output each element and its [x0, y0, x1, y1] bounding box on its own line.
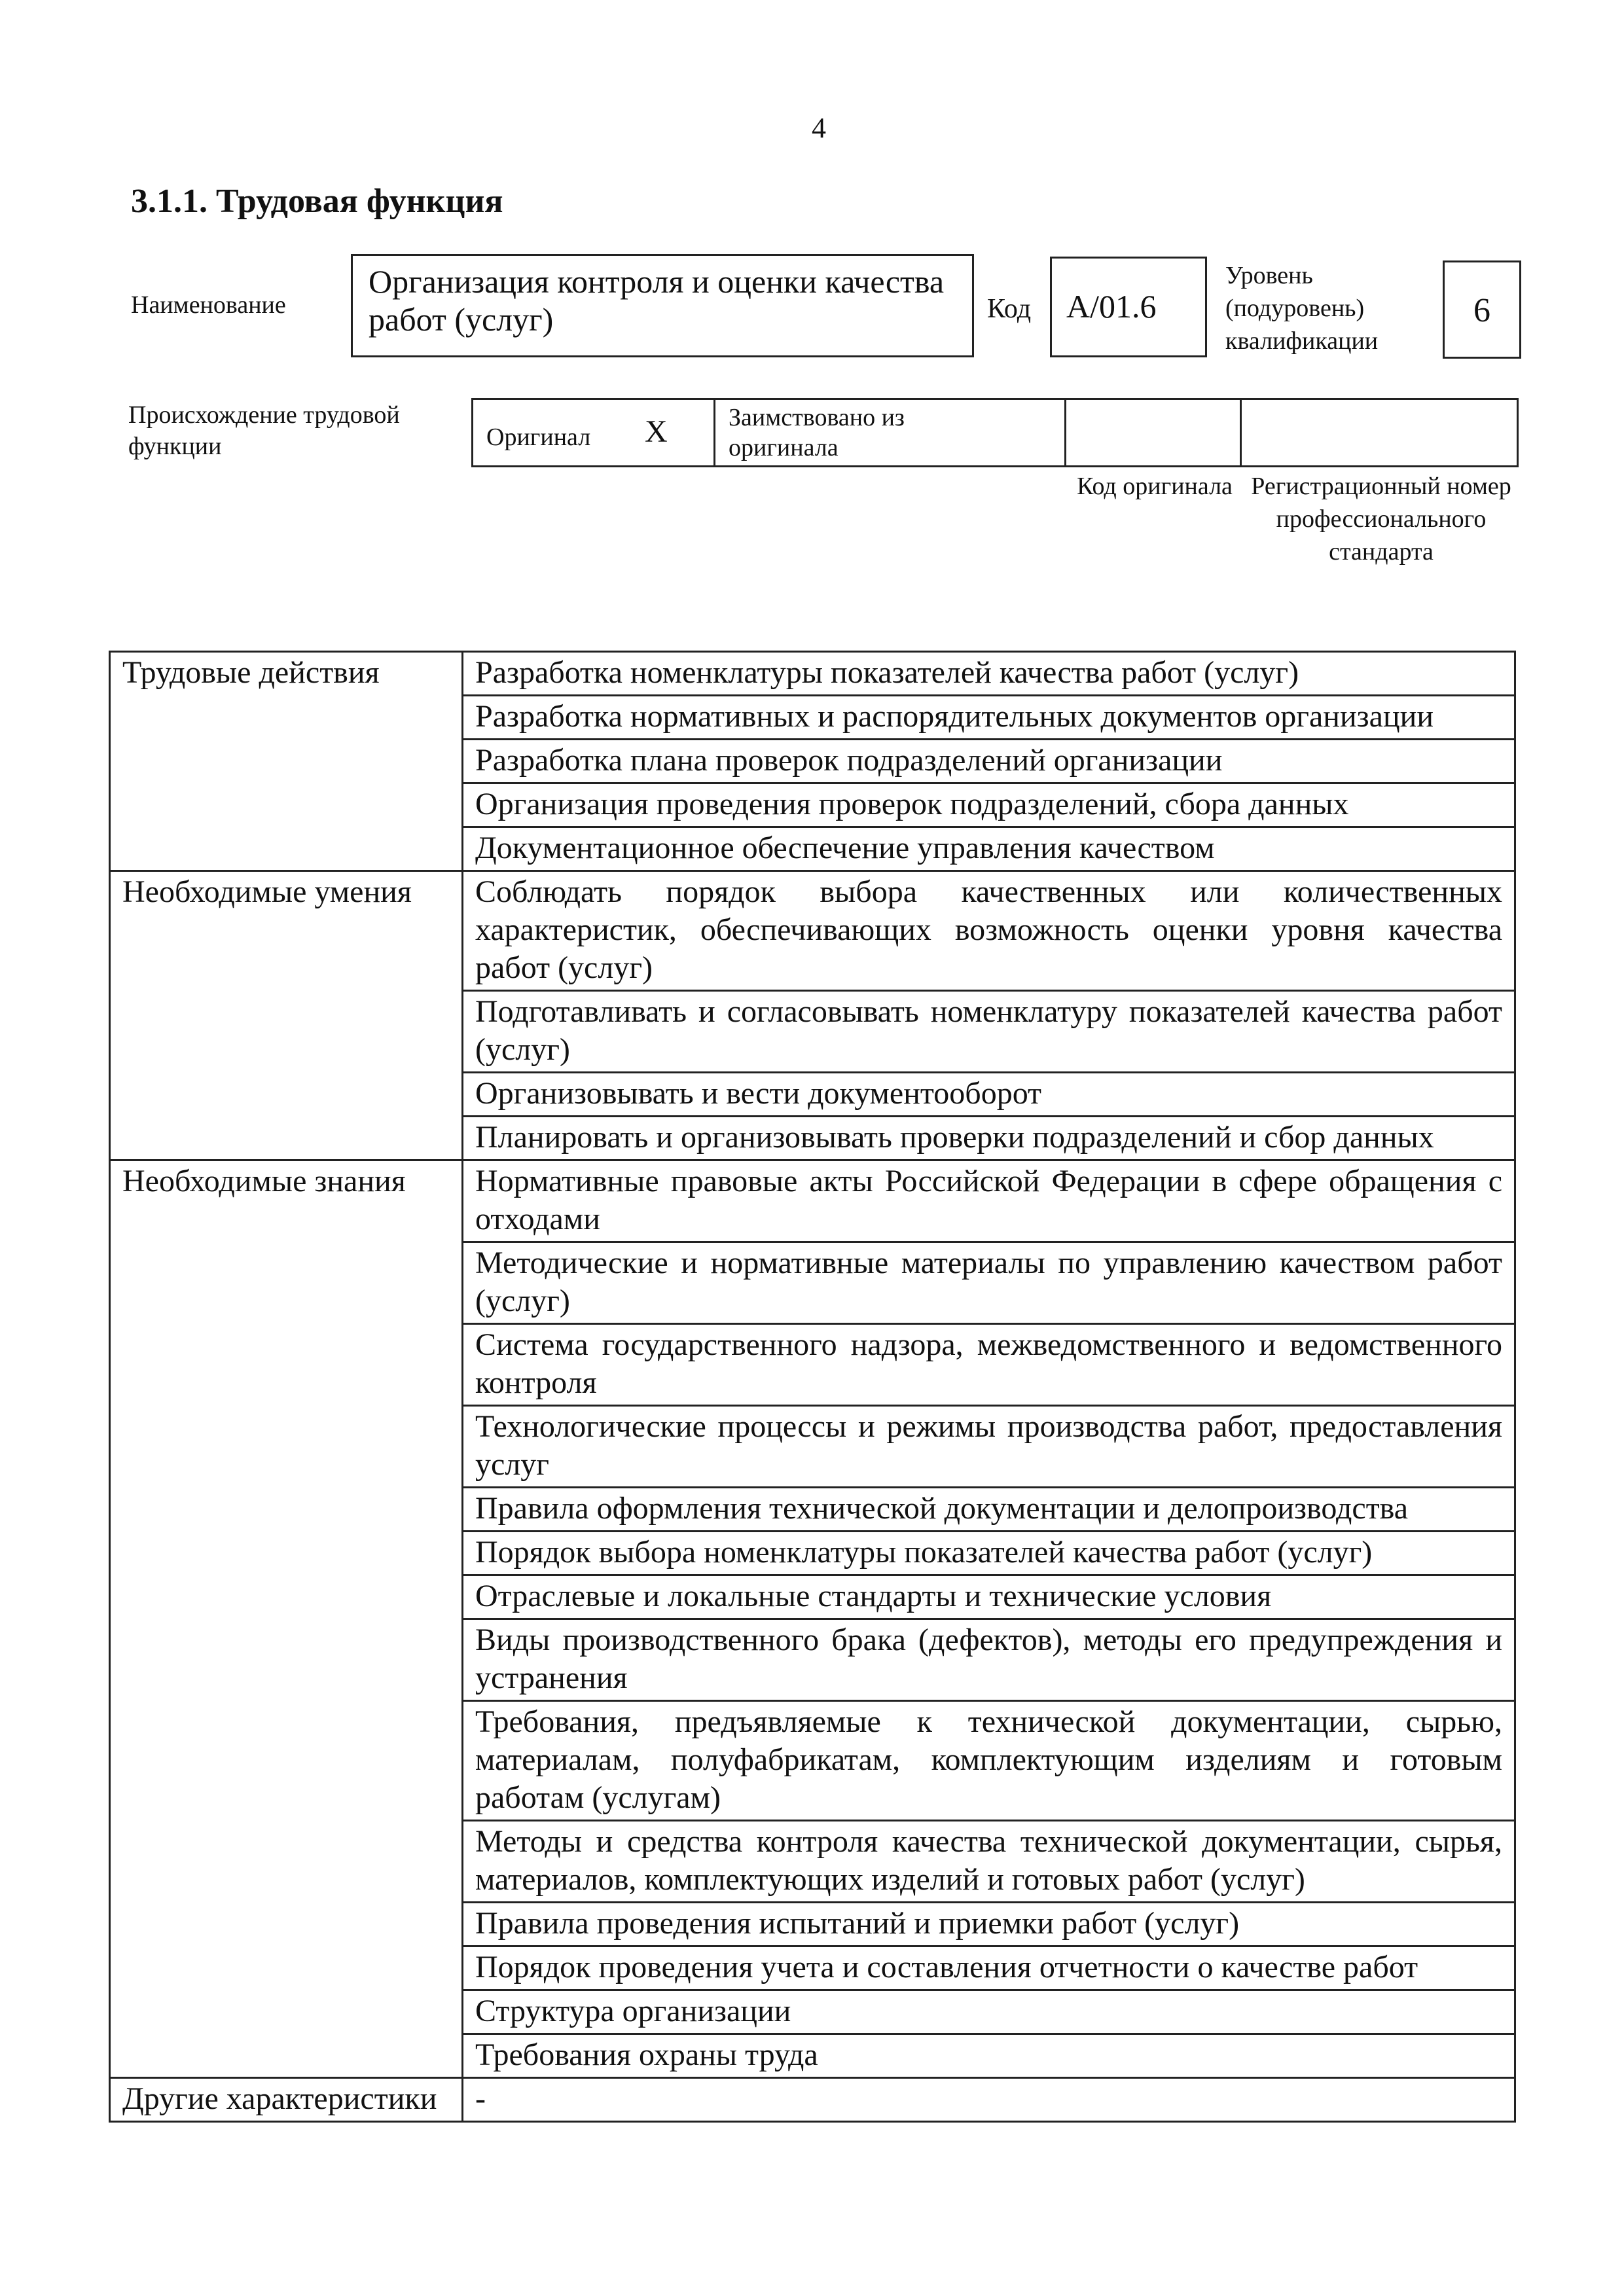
item-cell: Разработка плана проверок подразделений организации	[463, 740, 1515, 783]
item-cell: Требования охраны труда	[463, 2034, 1515, 2078]
caption-original-code: Код оригинала	[1077, 473, 1233, 500]
reg-number-cell	[1242, 400, 1517, 465]
level-label-line: Уровень	[1225, 262, 1313, 289]
origin-table	[471, 398, 1519, 467]
item-cell: Соблюдать порядок выбора качественных или количественных характеристик, обеспечивающих возможность оценки уровня качества работ (услуг)	[463, 871, 1515, 991]
item-cell: Организация проведения проверок подразделений, сбора данных	[463, 783, 1515, 827]
original-label: Оригинал	[486, 423, 591, 451]
item-cell: -	[463, 2078, 1515, 2122]
item-cell: Документационное обеспечение управления качеством	[463, 827, 1515, 871]
code-label: Код	[987, 294, 1032, 324]
item-cell: Технологические процессы и режимы производства работ, предоставления услуг	[463, 1406, 1515, 1488]
page-number: 4	[812, 112, 826, 144]
table-row	[110, 2078, 1515, 2122]
table-row	[110, 871, 1515, 991]
item-cell: Разработка нормативных и распорядительных документов организации	[463, 696, 1515, 740]
level-label-line: квалификации	[1225, 327, 1379, 355]
item-cell: Система государственного надзора, межведомственного и ведомственного контроля	[463, 1324, 1515, 1406]
category-cell: Трудовые действия	[110, 652, 463, 871]
item-cell: Методические и нормативные материалы по управлению качеством работ (услуг)	[463, 1242, 1515, 1324]
function-code: A/01.6	[1066, 288, 1157, 325]
origin-original-cell	[473, 400, 715, 465]
item-cell: Правила проведения испытаний и приемки работ (услуг)	[463, 1903, 1515, 1946]
category-cell: Необходимые умения	[110, 871, 463, 1160]
qualification-level: 6	[1473, 292, 1490, 329]
table-row	[110, 652, 1515, 696]
item-cell: Правила оформления технической документации и делопроизводства	[463, 1488, 1515, 1532]
item-cell: Организовывать и вести документооборот	[463, 1073, 1515, 1117]
name-label: Наименование	[131, 291, 286, 319]
item-cell: Структура организации	[463, 1990, 1515, 2034]
original-mark: X	[645, 414, 668, 449]
borrowed-label: Заимствовано из оригинала	[729, 404, 905, 461]
origin-label: Происхождение трудовой функции	[128, 401, 400, 460]
code-box	[1050, 257, 1207, 357]
item-cell: Разработка номенклатуры показателей качества работ (услуг)	[463, 652, 1515, 696]
function-name: Организация контроля и оценки качества работ (услуг)	[369, 263, 945, 338]
table-row	[110, 1160, 1515, 1242]
category-cell: Другие характеристики	[110, 2078, 463, 2122]
level-box	[1443, 260, 1521, 359]
item-cell: Виды производственного брака (дефектов), методы его предупреждения и устранения	[463, 1619, 1515, 1701]
item-cell: Порядок проведения учета и составления отчетности о качестве работ	[463, 1946, 1515, 1990]
origin-borrowed-cell	[715, 400, 1066, 465]
level-label-line: (подуровень)	[1225, 295, 1365, 322]
caption-reg-number: Регистрационный номер профессионального стандарта	[1251, 473, 1511, 565]
original-code-cell	[1066, 400, 1242, 465]
section-title: 3.1.1. Трудовая функция	[131, 183, 503, 220]
item-cell: Планировать и организовывать проверки подразделений и сбор данных	[463, 1117, 1515, 1160]
level-label	[1225, 259, 1378, 357]
item-cell: Порядок выбора номенклатуры показателей качества работ (услуг)	[463, 1532, 1515, 1575]
item-cell: Отраслевые и локальные стандарты и технические условия	[463, 1575, 1515, 1619]
item-cell: Подготавливать и согласовывать номенклатуру показателей качества работ (услуг)	[463, 991, 1515, 1073]
competency-table	[109, 651, 1516, 2123]
item-cell: Требования, предъявляемые к технической документации, сырью, материалам, полуфабрикатам, комплектующим изделиям и готовым работам (услугам)	[463, 1701, 1515, 1821]
item-cell: Нормативные правовые акты Российской Федерации в сфере обращения с отходами	[463, 1160, 1515, 1242]
category-cell: Необходимые знания	[110, 1160, 463, 2078]
item-cell: Методы и средства контроля качества технической документации, сырья, материалов, комплектующих изделий и готовых работ (услуг)	[463, 1821, 1515, 1903]
name-box	[351, 254, 974, 357]
